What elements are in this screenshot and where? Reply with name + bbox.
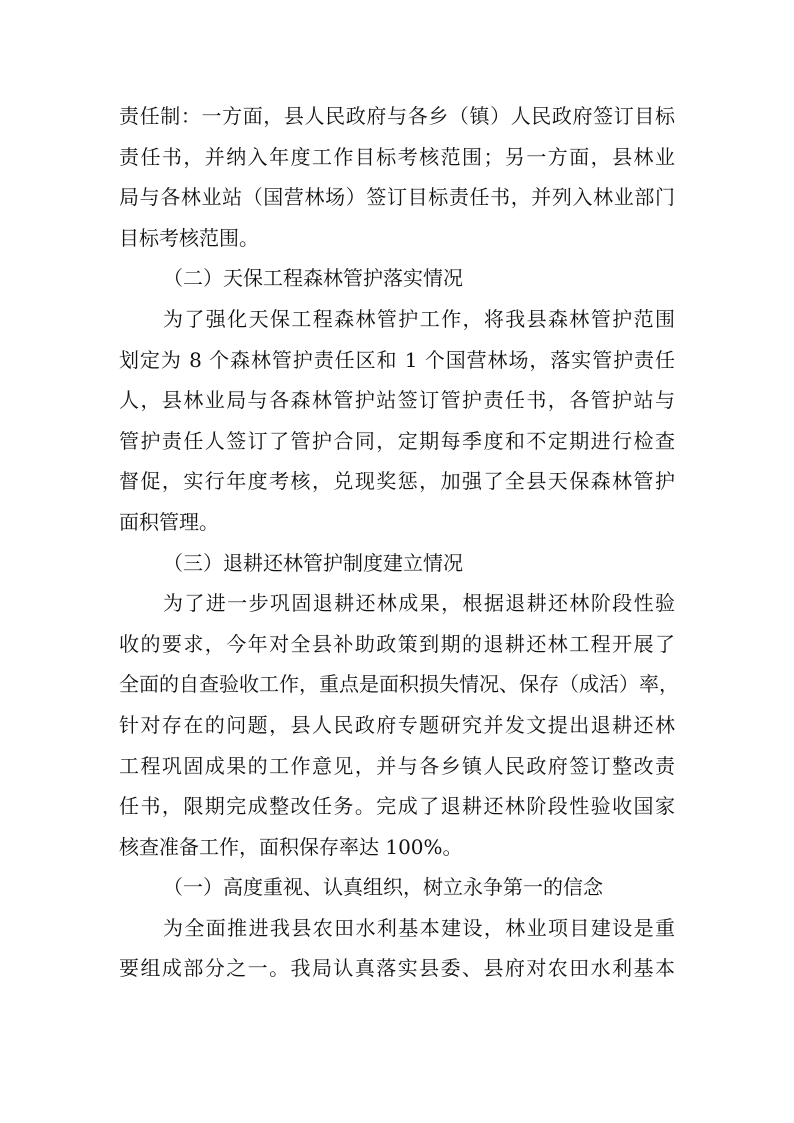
paragraph-line: 督促，实行年度考核，兑现奖惩，加强了全县天保森林管护 xyxy=(119,469,675,494)
paragraph-line: 划定为 8 个森林管护责任区和 1 个国营林场，落实管护责任 xyxy=(119,347,675,372)
paragraph-line: 核查准备工作，面积保存率达 100%。 xyxy=(119,834,463,859)
paragraph-line: 人，县林业局与各森林管护站签订管护责任书，各管护站与 xyxy=(119,388,675,413)
paragraph-line: 面积管理。 xyxy=(119,509,219,534)
paragraph-line: 责任书，并纳入年度工作目标考核范围；另一方面，县林业 xyxy=(119,144,675,169)
paragraph-line: 针对存在的问题，县人民政府专题研究并发文提出退耕还林 xyxy=(119,712,675,737)
paragraph-line: 目标考核范围。 xyxy=(119,225,259,250)
section-heading: （一）高度重视、认真组织，树立永争第一的信念 xyxy=(163,875,603,900)
paragraph-line: 为了强化天保工程森林管护工作，将我县森林管护范围 xyxy=(163,306,675,331)
paragraph-line: 任书，限期完成整改任务。完成了退耕还林阶段性验收国家 xyxy=(119,794,675,819)
paragraph-line: 管护责任人签订了管护合同，定期每季度和不定期进行检查 xyxy=(119,428,675,453)
section-heading: （二）天保工程森林管护落实情况 xyxy=(163,266,463,291)
paragraph-line: 全面的自查验收工作，重点是面积损失情况、保存（成活）率， xyxy=(119,672,679,697)
paragraph-line: 收的要求，今年对全县补助政策到期的退耕还林工程开展了 xyxy=(119,631,675,656)
section-heading: （三）退耕还林管护制度建立情况 xyxy=(163,550,463,575)
paragraph-line: 责任制：一方面，县人民政府与各乡（镇）人民政府签订目标 xyxy=(119,104,675,128)
paragraph-line: 为全面推进我县农田水利基本建设，林业项目建设是重 xyxy=(163,915,675,940)
paragraph-line: 要组成部分之一。我局认真落实县委、县府对农田水利基本 xyxy=(119,956,675,981)
paragraph-line: 为了进一步巩固退耕还林成果，根据退耕还林阶段性验 xyxy=(163,591,675,616)
document-body xyxy=(119,96,679,989)
paragraph-line: 工程巩固成果的工作意见，并与各乡镇人民政府签订整改责 xyxy=(119,753,675,778)
paragraph-line: 局与各林业站（国营林场）签订目标责任书，并列入林业部门 xyxy=(119,185,675,210)
